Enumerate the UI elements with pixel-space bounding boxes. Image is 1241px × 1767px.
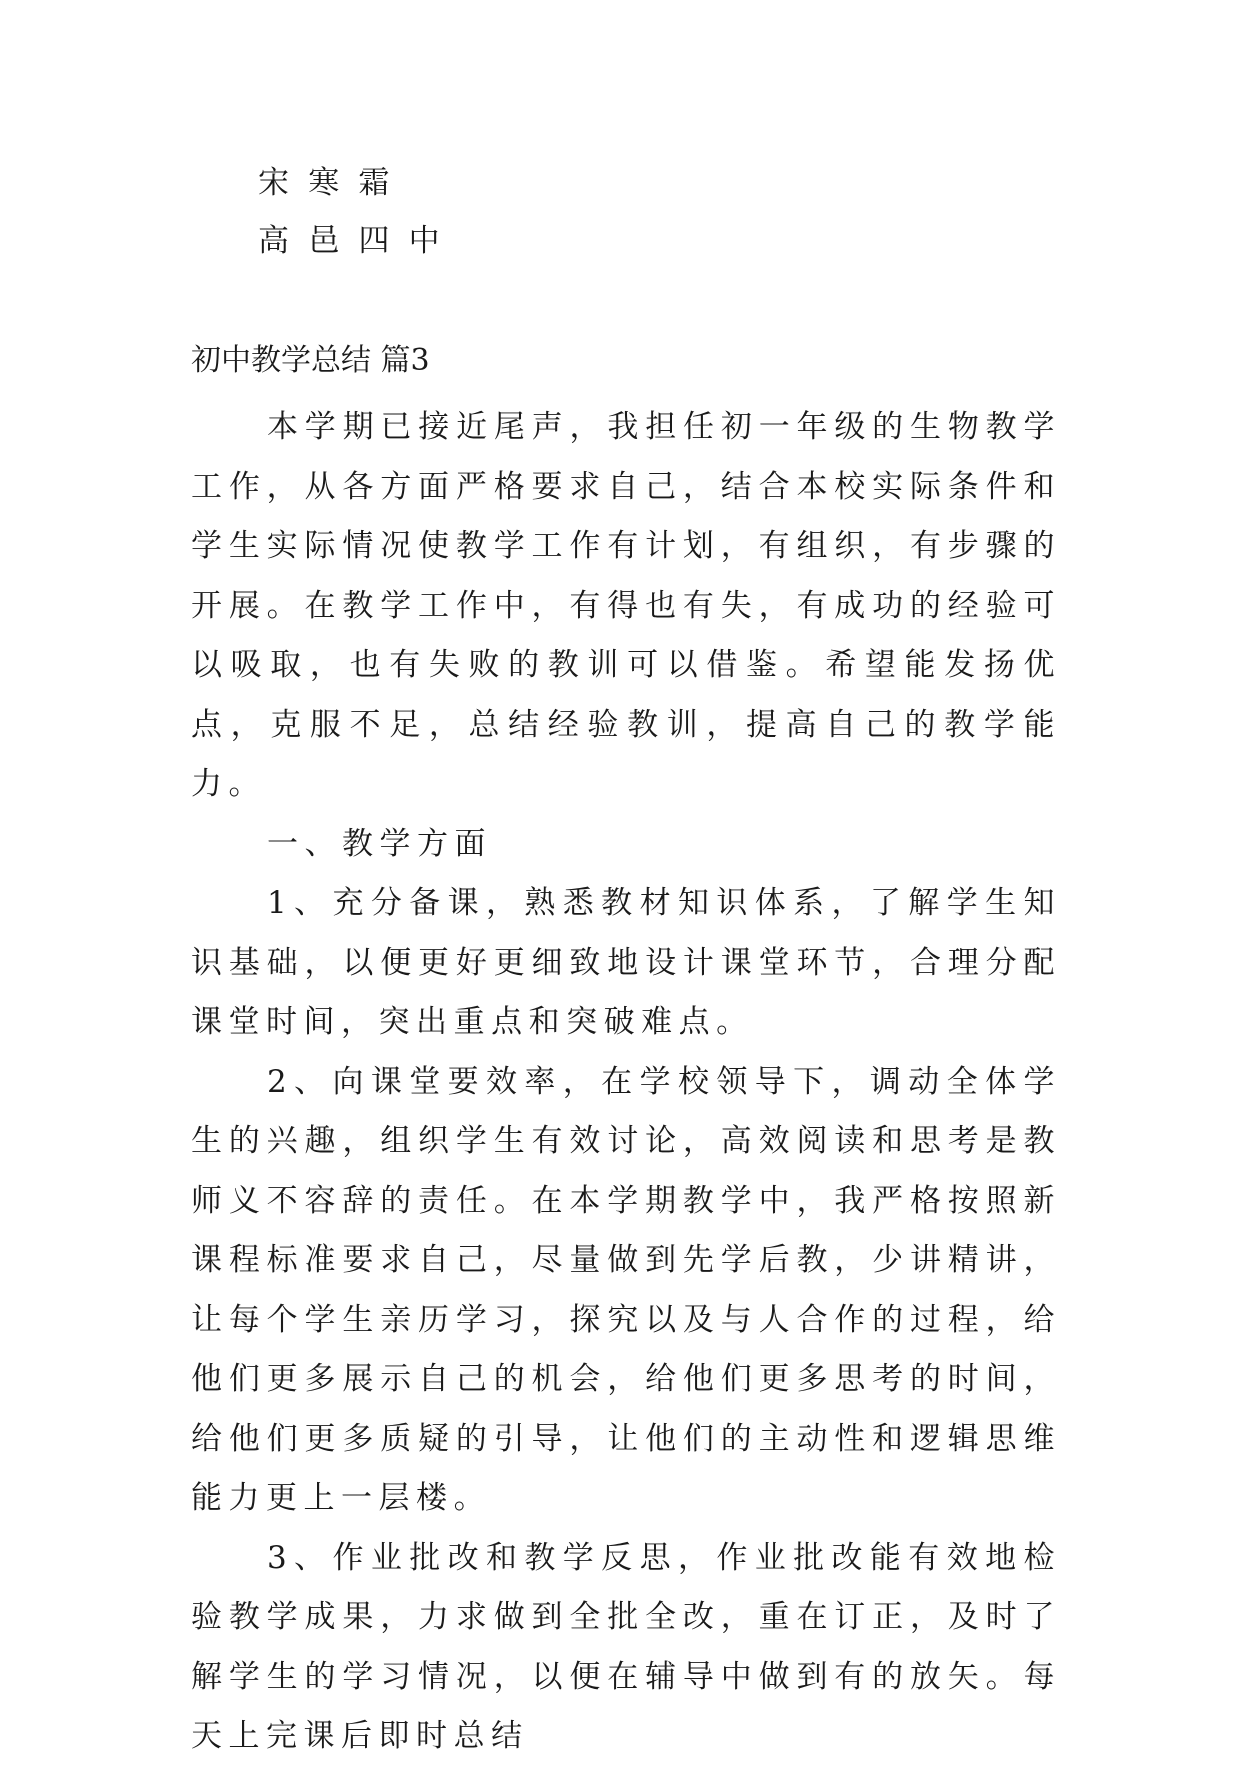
paragraph-heading-teaching: 一、教学方面	[266, 825, 492, 862]
body-text	[191, 398, 1061, 1767]
author-name: 宋寒霜	[258, 165, 409, 201]
author-school: 高邑四中	[258, 223, 459, 259]
paragraph-item-1: 1、充分备课，熟悉教材知识体系，了解学生知识基础，以便更好更细致地设计课堂环节，合理分配课堂时间，突出重点和突破难点。	[191, 885, 1061, 1040]
section-title: 初中教学总结 篇3	[191, 343, 430, 378]
paragraph-intro: 本学期已接近尾声，我担任初一年级的生物教学工作，从各方面严格要求自己，结合本校实际条件和学生实际情况使教学工作有计划，有组织，有步骤的开展。在教学工作中，有得也有失，有成功的经验可以吸取，也有失败的教训可以借鉴。希望能发扬优点，克服不足，总结经验教训，提高自己的教学能力。	[191, 409, 1061, 802]
paragraph-item-2: 2、向课堂要效率，在学校领导下，调动全体学生的兴趣，组织学生有效讨论，高效阅读和思考是教师义不容辞的责任。在本学期教学中，我严格按照新课程标准要求自己，尽量做到先学后教，少讲精讲，让每个学生亲历学习，探究以及与人合作的过程，给他们更多展示自己的机会，给他们更多思考的时间，给他们更多质疑的引导，让他们的主动性和逻辑思维能力更上一层楼。	[191, 1063, 1061, 1516]
paragraph-item-3: 3、作业批改和教学反思，作业批改能有效地检验教学成果，力求做到全批全改，重在订正，及时了解学生的学习情况，以便在辅导中做到有的放矢。每天上完课后即时总结	[191, 1539, 1061, 1754]
